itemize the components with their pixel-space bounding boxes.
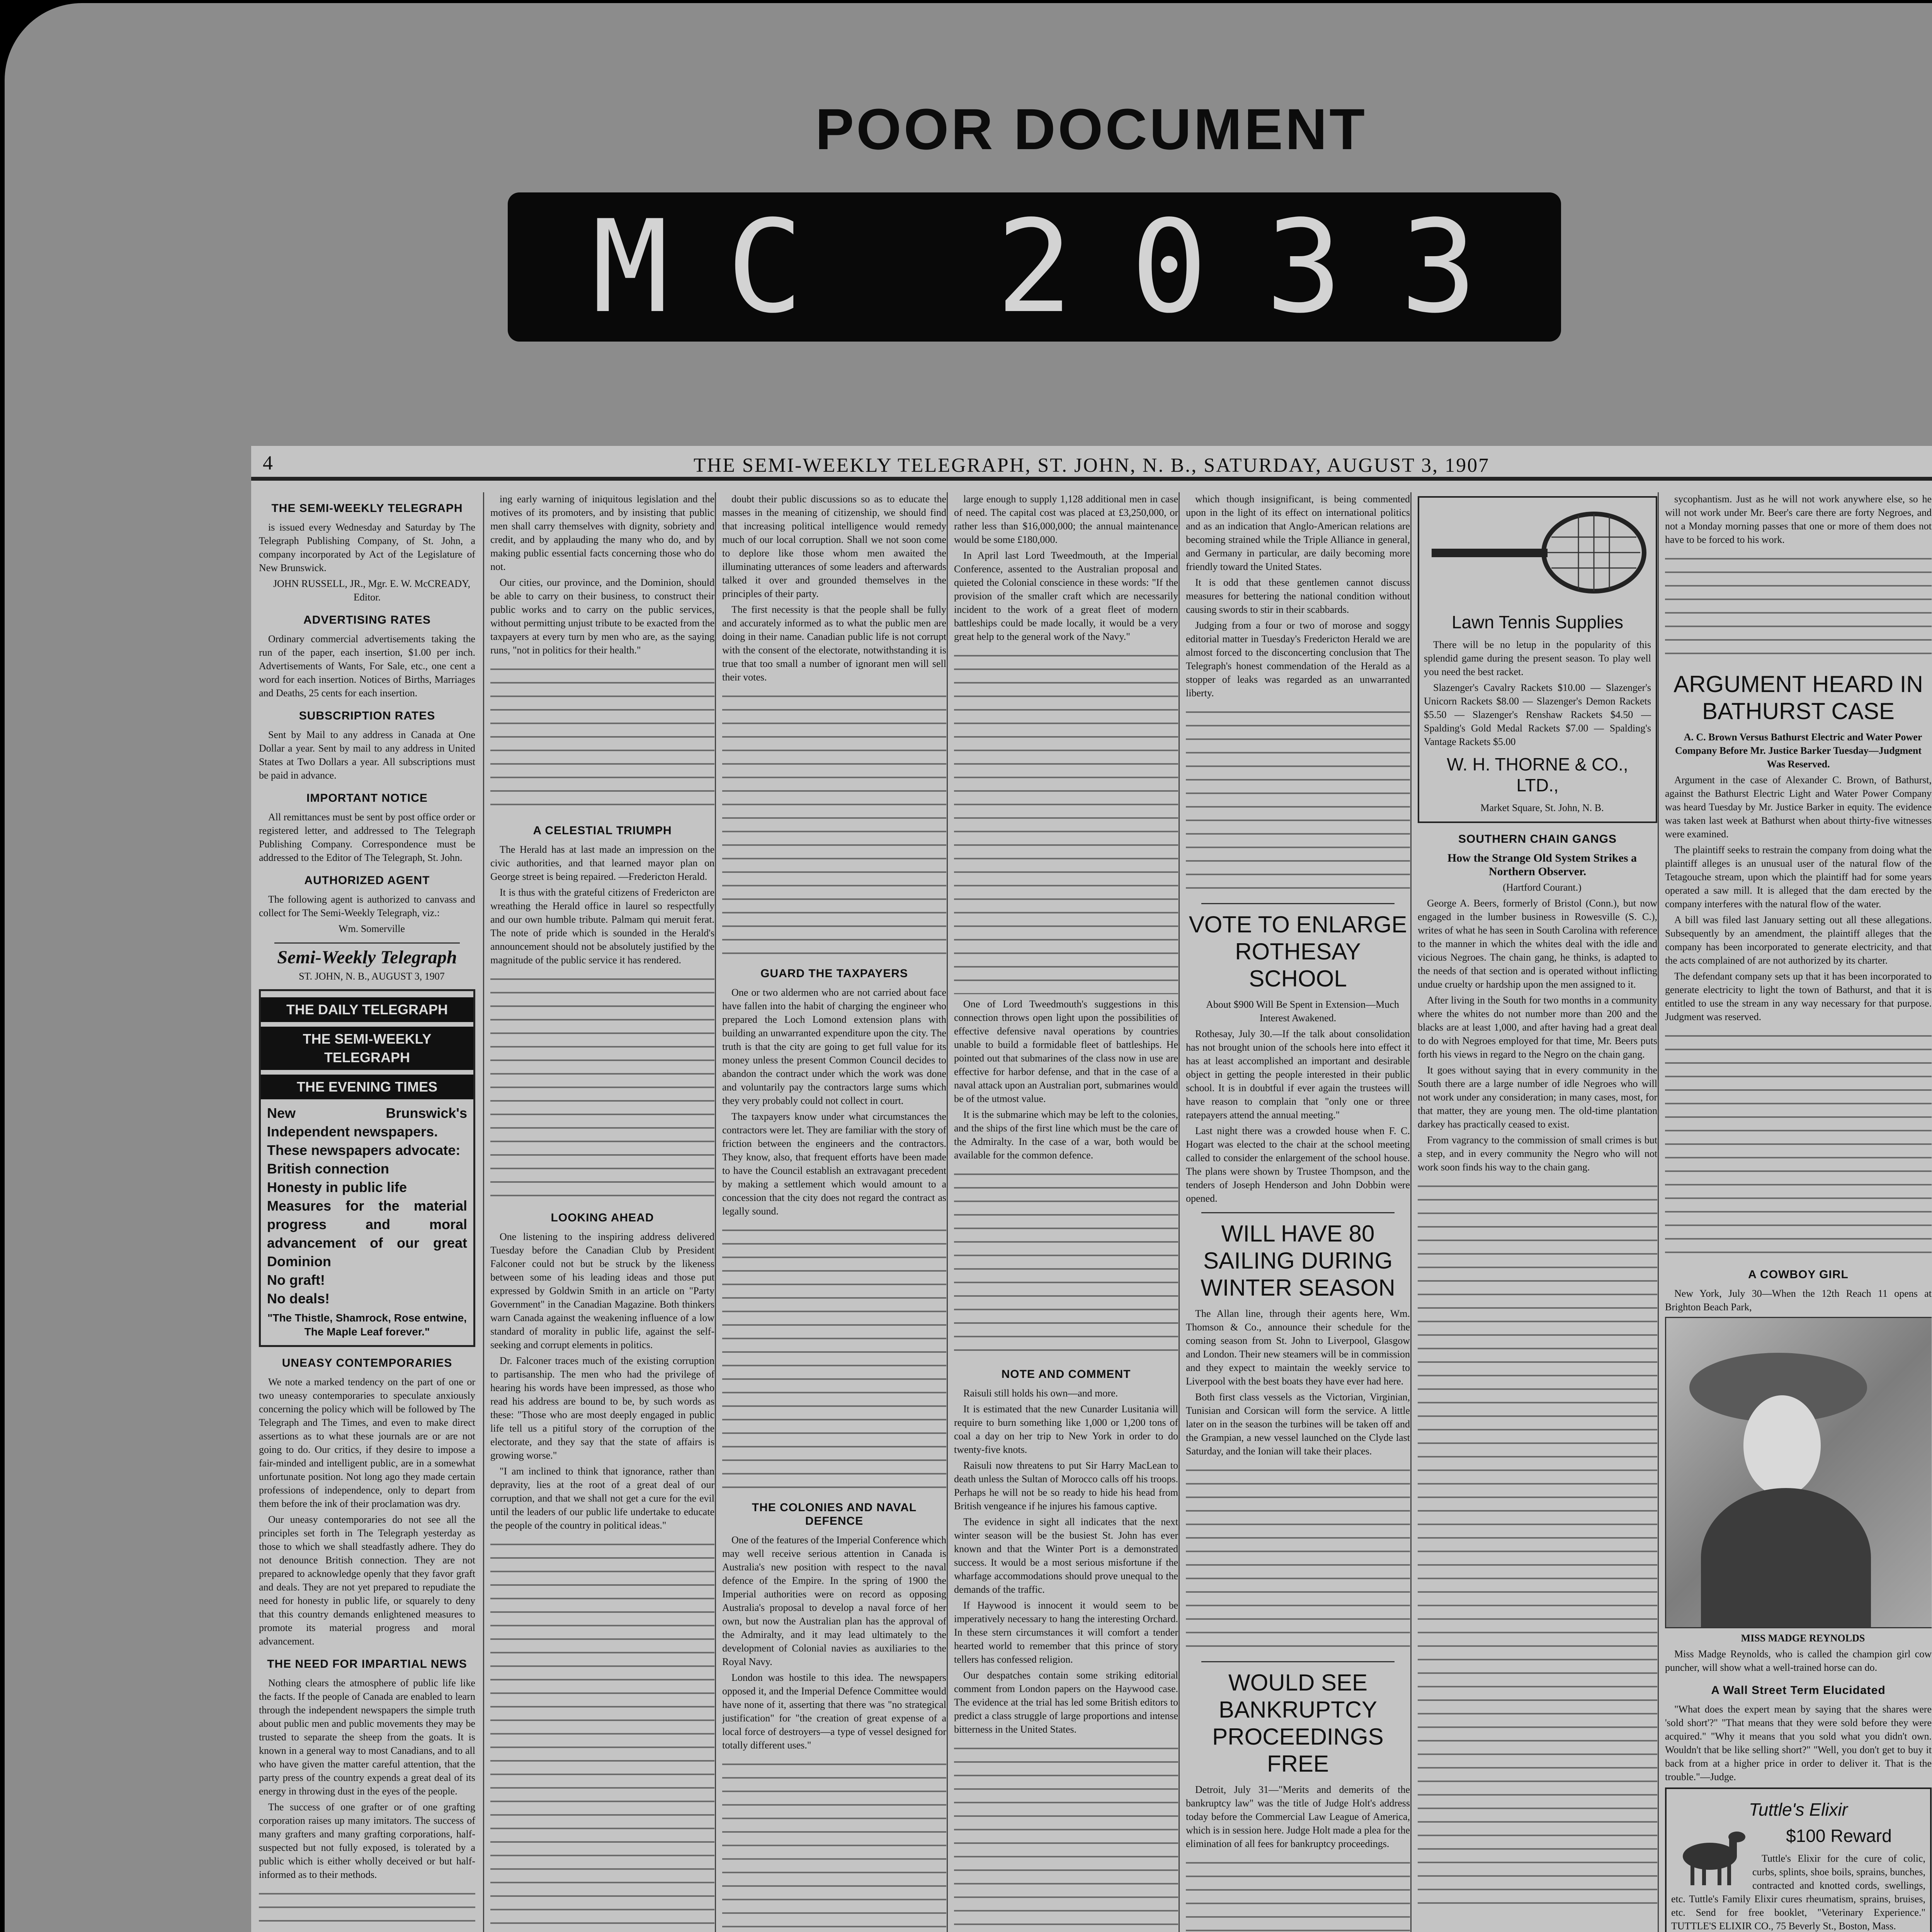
note-comment-heading: NOTE AND COMMENT xyxy=(1001,1368,1131,1381)
illegible-text-block xyxy=(259,1884,475,1932)
horse-icon xyxy=(1671,1825,1748,1887)
colonies-heading: THE COLONIES AND NAVAL DEFENCE xyxy=(752,1501,917,1527)
bankruptcy-paragraph-1: Detroit, July 31—"Merits and demerits of the bankruptcy law" was the title of Judge Holt's address today before the Commercial Law League of America, which is in session here. Judge Holt made a plea for the elimination of all fees for bankruptcy proceedings. xyxy=(1186,1784,1410,1849)
sailing-paragraph-1: The Allan line, through their agents here, Wm. Thomson & Co., announce their schedule for the coming season from St. John to Liverpool, Glasgow and London. Their new steamers will be in commission and they expect to maintain the weekly service to Liverpool with the best boats they have ever had here. xyxy=(1186,1308,1410,1387)
looking-paragraph-3: "I am inclined to think that ignorance, rather than depravity, lies at the root of a great deal of our corruption, and that we shall not get a cure for the evil until the leaders of our public life undertake to educate the people of the country in political ideas." xyxy=(490,1466,714,1531)
box-line-5: Measures for the material progress and moral advancement of our great Dominion xyxy=(267,1198,467,1269)
argument-paragraph-3: A bill was filed last January setting out all these allegations. Subsequently by an amendment, the plaintiff alleges that the company has been incorporated to generate electricity, and that the acts complained of are not authorized by its charter. xyxy=(1665,914,1932,966)
editors-line: JOHN RUSSELL, JR., Mgr. E. W. McCREADY, Editor. xyxy=(273,578,471,603)
chain-gangs-heading: SOUTHERN CHAIN GANGS xyxy=(1458,833,1617,845)
tuttle-advertisement xyxy=(1665,1787,1932,1932)
page-number: 4 xyxy=(263,452,274,474)
note-paragraph-5: If Haywood is innocent it would seem to be imperatively necessary to hang the interesting Orchard. In these stern circumstances it will comfort a tender hearted world to remember that this prince of story tellers has confessed religion. xyxy=(954,1600,1178,1665)
tuttle-reward: $100 Reward xyxy=(1786,1826,1892,1846)
note-paragraph-6: Our despatches contain some striking editorial comment from London papers on the Haywood case. The evidence at the trial has led some British editors to predict a class struggle of large proportions and intense bitterness in the United States. xyxy=(954,1670,1178,1735)
tennis-body: There will be no letup in the popularity of this splendid game during the present season. To play well you need the best racket. xyxy=(1424,639,1651,677)
publication-body: is issued every Wednesday and Saturday by The Telegraph Publishing Company, of St. John, a company incorporated by Act of the Legislature of New Brunswick. xyxy=(259,522,475,573)
dateline: ST. JOHN, N. B., AUGUST 3, 1907 xyxy=(299,971,445,982)
rothesay-subhead: About $900 Will Be Spent in Extension—Much Interest Awakened. xyxy=(1206,999,1399,1024)
publication-title: THE SEMI-WEEKLY TELEGRAPH xyxy=(271,502,463,515)
advertising-heading: ADVERTISING RATES xyxy=(303,614,431,626)
masthead-title: THE SEMI-WEEKLY TELEGRAPH, ST. JOHN, N. B., SATURDAY, AUGUST 3, 1907 xyxy=(693,454,1490,476)
box-line-7: No deals! xyxy=(267,1291,330,1306)
reel-label-bar xyxy=(508,192,1561,342)
box-line-4: Honesty in public life xyxy=(267,1179,407,1195)
chain-gangs-subhead: How the Strange Old System Strikes a Northern Observer. xyxy=(1447,852,1637,878)
column-1 xyxy=(259,492,475,1932)
independent-newspapers-box xyxy=(259,989,475,1347)
need-heading: THE NEED FOR IMPARTIAL NEWS xyxy=(267,1658,467,1670)
poor-document-stamp: POOR DOCUMENT xyxy=(815,97,1367,162)
illegible-text-block xyxy=(722,687,946,957)
tuttle-headline: Tuttle's Elixir xyxy=(1749,1799,1848,1820)
argument-subhead: A. C. Brown Versus Bathurst Electric and Water Power Company Before Mr. Justice Barker Tuesday—Judgment Was Reserved. xyxy=(1675,731,1922,770)
uneasy-paragraph-2: Our uneasy contemporaries do not see all the principles set forth in The Telegraph yesterday as those to which we shall steadfastly adhere. They do not denounce British connection. They are not prepared to acknowledge openly that they favor graft and deals. They are not yet prepared to repudiate the need for honesty in public life, or squarely to deny that this country demands enlightened measures to promote its material progress and moral advancement. xyxy=(259,1514,475,1647)
rothesay-headline: VOTE TO ENLARGE ROTHESAY SCHOOL xyxy=(1189,912,1407,992)
agent-body: The following agent is authorized to canvass and collect for The Semi-Weekly Telegraph, viz.: xyxy=(259,894,475,918)
illegible-text-block xyxy=(490,970,714,1202)
note-paragraph-4: The evidence in sight all indicates that the next winter season will be the busiest St. John has ever known and that the Winter Port is a demonstrated success. It would be a most serious misfortune if the wharfage accommodations should prove unequal to the demands of the traffic. xyxy=(954,1516,1178,1595)
tennis-advertisement xyxy=(1418,496,1657,823)
thorne-company: W. H. THORNE & CO., LTD., xyxy=(1447,754,1628,795)
col4-paragraph-3: One of Lord Tweedmouth's suggestions in this connection throws open light upon the possibilities of effective defensive naval operations by countries unable to build a formidable fleet of battleships. He pointed out that submarines of the class now in use are effective for harbor defense, and that in the case of a naval attack upon an Australian port, submarines would be of the utmost value. xyxy=(954,998,1178,1104)
illegible-text-block xyxy=(1665,549,1932,665)
column-6 xyxy=(1410,492,1657,1932)
microfilm-scan xyxy=(5,3,1932,1932)
argument-paragraph-4: The defendant company sets up that it has been incorporated to generate electricity to light the town of Bathurst, and that it is entitled to use the stream in any way necessary for that purpose. Judgment was reserved. xyxy=(1665,971,1932,1022)
column-4 xyxy=(947,492,1178,1932)
col3-paragraph-2: The first necessity is that the people shall be fully and accurately informed as to what the public men are doing in their name. Canadian public life is not corrupt with the consent of the electorate, notwithstanding it is true that too small a number of ignorant men will sell their votes. xyxy=(722,604,946,683)
column-2 xyxy=(483,492,714,1932)
portrait-illustration xyxy=(1665,1317,1932,1628)
column-5 xyxy=(1179,492,1410,1932)
need-paragraph-2: The success of one grafter or of one grafting corporation raises up many imitators. The success of many grafters and many grafting corporations, half-suspected but not fully exposed, is tolerated by a public which is either wholly deceived or but half-informed as to their methods. xyxy=(259,1801,475,1880)
argument-paragraph-1: Argument in the case of Alexander C. Brown, of Bathurst, against the Bathurst Electric Light and Water Power Company was heard Tuesday by Mr. Justice Barker in equity. The evidence was taken last week at Bathurst when about thirty-five witnesses were examined. xyxy=(1665,774,1932,840)
illegible-text-block xyxy=(1186,1461,1410,1654)
reel-label: MC 2033 xyxy=(592,193,1535,341)
col4-paragraph-4: It is the submarine which may be left to the colonies, and the ships of the first line which must be the care of the Admiralty. In the case of a war, both would be available for the common defence. xyxy=(954,1109,1178,1161)
sailing-paragraph-2: Both first class vessels as the Victorian, Virginian, Tunisian and Corsican will form the service. A little later on in the season the turbines will be taken off and the Grampian, a new vessel launched on the Clyde last Saturday, and the Ionian will take their places. xyxy=(1186,1391,1410,1457)
illegible-text-block xyxy=(490,660,714,815)
divider xyxy=(1201,903,1395,904)
note-paragraph-2: It is estimated that the new Cunarder Lusitania will require to burn something like 1,000 or 1,200 tons of coal a day on her trip to New York in order to do twenty-five knots. xyxy=(954,1403,1178,1455)
masthead xyxy=(251,446,1932,481)
notice-heading: IMPORTANT NOTICE xyxy=(306,792,428,804)
rothesay-paragraph-2: Last night there was a crowded house when F. C. Hogart was elected to the chair at the school meeting called to consider the enlargement of the school house. The plans were shown by Trustee Thompson, and the tenders of Joseph Henderson and John Dobbin were opened. xyxy=(1186,1125,1410,1204)
guard-heading: GUARD THE TAXPAYERS xyxy=(760,967,908,980)
agent-name: Wm. Somerville xyxy=(338,923,405,934)
paper-logo: Semi-Weekly Telegraph xyxy=(277,947,457,968)
uneasy-heading: UNEASY CONTEMPORARIES xyxy=(282,1357,452,1369)
illegible-text-block xyxy=(490,1535,714,1932)
illegible-text-block xyxy=(1186,1854,1410,1932)
col4-paragraph-2: In April last Lord Tweedmouth, at the Imperial Conference, assented to the Australian proposal and quieted the Colonial conscience in these words: "If the provision of the smaller craft which are necessarily incident to the work of a great fleet of modern battleships could be made locally, it would be a very great help to the general work of the Navy." xyxy=(954,550,1178,642)
thorne-address: Market Square, St. John, N. B. xyxy=(1480,802,1604,813)
note-paragraph-3: Raisuli now threatens to put Sir Harry MacLean to death unless the Sultan of Morocco calls off his troops. Perhaps he will not be so ready to hide his head from British vengeance if he injures his famous captive. xyxy=(954,1460,1178,1512)
agent-heading: AUTHORIZED AGENT xyxy=(304,874,430,887)
sailing-headline: WILL HAVE 80 SAILING DURING WINTER SEASON xyxy=(1201,1221,1395,1301)
argument-headline: ARGUMENT HEARD IN BATHURST CASE xyxy=(1673,671,1923,724)
guard-paragraph-1: One or two aldermen who are not carried about face have fallen into the habit of charging the engineer who prepared the Loch Lomond extension plans with building an unwarranted expenditure upon the city. The truth is that the city are going to get full value for its money unless the present Common Council decides to abandon the contract under which the work was done and voluntarily pay the contractors large sums which they very probably could not collect in court. xyxy=(722,987,946,1106)
box-title-times: THE EVENING TIMES xyxy=(261,1075,473,1099)
uneasy-paragraph-1: We note a marked tendency on the part of one or two uneasy contemporaries to speculate anxiously concerning the policy which will be followed by The Telegraph and The Times, and even to make direct assertions as to what these journals are or are not going to do. Our critics, if they desire to impose a fair-minded and intelligent public, are in a somewhat unfortunate position. Not long ago they made certain professions of independence, only to depart from them before the ink of their proclamation was dry. xyxy=(259,1376,475,1509)
portrait-shoulders xyxy=(1701,1488,1871,1627)
col5-paragraph-2: It is odd that these gentlemen cannot discuss measures for bettering the national condition without causing swords to stir in their scabbards. xyxy=(1186,577,1410,615)
subscription-body: Sent by Mail to any address in Canada at One Dollar a year. Sent by mail to any address in United States at Two Dollars a year. All subscriptions must be paid in advance. xyxy=(259,729,475,781)
wall-street-heading: A Wall Street Term Elucidated xyxy=(1711,1684,1886,1697)
illegible-text-block xyxy=(954,646,1178,994)
col4-paragraph-1: large enough to supply 1,128 additional men in case of need. The capital cost was placed at £3,250,000, or rather less than $16,000,000; the annual maintenance would be some £180,000. xyxy=(954,493,1178,545)
box-title-semiweekly: THE SEMI-WEEKLY TELEGRAPH xyxy=(261,1027,473,1070)
graft-paragraph-1: ing early warning of iniquitous legislation and the motives of its promoters, and by insisting that public men shall carry themselves with dignity, sobriety and credit, and by applauding the many who do, and by making public essential facts concerning those who do not. xyxy=(490,493,714,572)
illegible-text-block xyxy=(722,1221,946,1492)
divider xyxy=(274,942,460,944)
newspaper-page xyxy=(251,446,1932,1932)
illegible-text-block xyxy=(954,1165,1178,1358)
tennis-racket-icon xyxy=(1424,502,1648,603)
tennis-items: Slazenger's Cavalry Rackets $10.00 — Slazenger's Unicorn Rackets $8.00 — Slazenger's Demon Rackets $5.50 — Slazenger's Renshaw Rackets $4.50 — Spalding's Gold Medal Rackets $7.00 — Spalding's Vantage Rackets $5.00 xyxy=(1424,682,1651,747)
column-7 xyxy=(1658,492,1932,1932)
looking-paragraph-2: Dr. Falconer traces much of the existing corruption to partisanship. The men who had the privilege of hearing his words have been impressed, as those who read his address are bound to be, by such words as these: "Those who are most deeply engaged in public life tell us a pitiful story of the corruption of the electorate, and they say that the state of affairs is growing worse." xyxy=(490,1355,714,1461)
illegible-text-block xyxy=(1665,1027,1932,1259)
celestial-paragraph-2: It is thus with the grateful citizens of Fredericton are wreathing the Herald office in laurel so respectfully and our own humble tribute. Palmam qui meruit ferat. The note of pride which is sounded in the Herald's announcement should not be absolutely justified by the magnitude of the public service it has rendered. xyxy=(490,887,714,966)
cowboy-paragraph-2: Miss Madge Reynolds, who is called the champion girl cow puncher, will show what a well-trained horse can do. xyxy=(1665,1648,1932,1673)
chain-paragraph-4: From vagrancy to the commission of small crimes is but a step, and in every community the Negro who will not work soon finds his way to the chain gang. xyxy=(1418,1134,1657,1173)
looking-paragraph-1: One listening to the inspiring address delivered Tuesday before the Canadian Club by President Falconer could not but be struck by the likeness between some of his leading ideas and those put expressed by Goldwin Smith in an article on "Party Government" in the Canadian Magazine. Both thinkers warn Canada against the weakening influence of a low standard of morality in public life, against the self-seeking and corrupt elements in politics. xyxy=(490,1231,714,1350)
subscription-heading: SUBSCRIPTION RATES xyxy=(299,709,435,722)
chain-paragraph-1: George A. Beers, formerly of Bristol (Conn.), but now engaged in the lumber business in Rowesville (S. C.), writes of what he has seen in South Carolina with reference to the manner in which the whites deal with the idle and vicious Negroes. The chain gang, he thinks, is adapted to the needs of that section and is operated without inflicting undue cruelty or hardship upon the men assigned to it. xyxy=(1418,898,1657,990)
tennis-headline: Lawn Tennis Supplies xyxy=(1451,612,1624,632)
wall-street-paragraph: "What does the expert mean by saying that the shares were 'sold short'?" "That means that they were sold before they were acquired." "Why it means that you sold what you didn't own. Wouldn't that be like selling short?" "Well, you don't get to buy it back from at a higher price in order to deliver it. That is the trouble."—Judge. xyxy=(1665,1704,1932,1782)
box-line-8: "The Thistle, Shamrock, Rose entwine, The Maple Leaf forever." xyxy=(267,1312,467,1338)
box-line-2: These newspapers advocate: xyxy=(267,1142,461,1158)
looking-ahead-heading: LOOKING AHEAD xyxy=(551,1211,654,1224)
graft-paragraph-2: Our cities, our province, and the Dominion, should be able to carry on their business, to construct their public works and to carry on the public services, without permitting unjust tribute to be exacted from the taxpayers at every turn by men who are, as the saying runs, "not in politics for their health." xyxy=(490,577,714,656)
cowboy-paragraph-1: New York, July 30—When the 12th Reach 11 opens at Brighton Beach Park, xyxy=(1665,1288,1932,1313)
guard-paragraph-2: The taxpayers know under what circumstances the contractors were let. They are familiar with the story of friction between the engineers and the contractors. They know, also, that frequent efforts have been made to have the Council establish an extravagant precedent by making a settlement which would amount to a concession that the city does not regard the contract as legally sound. xyxy=(722,1111,946,1217)
argument-paragraph-2: The plaintiff seeks to restrain the company from doing what the plaintiff alleges is an unusual user of the natural flow of the Tetagouche stream, upon which the plaintiff had for some years operated a saw mill. It is alleged that the dam erected by the company interferes with the natural flow of the water. xyxy=(1665,844,1932,910)
advertising-body: Ordinary commercial advertisements taking the run of the paper, each insertion, $1.00 per inch. Advertisements of Wants, For Sale, etc., one cent a word for each insertion. Notices of Births, Marriages and Deaths, 25 cents for each insertion. xyxy=(259,633,475,699)
col7-paragraph-1: sycophantism. Just as he will not work anywhere else, so he will not work under Mr. Beer's care there are forty Negroes, and not a Monday morning passes that one or more of them does not have to be forced to his work. xyxy=(1665,493,1932,545)
tuttle-body: Tuttle's Elixir for the cure of colic, curbs, splints, shoe boils, sprains, bunches, contracted and knotted cords, swellings, etc. Tuttle's Family Elixir cures rheumatism, sprains, bruises, etc. Send for free booklet, "Veterinary Experience." TUTTLE'S ELIXIR CO., 75 Beverly St., Boston, Mass. xyxy=(1671,1853,1925,1932)
box-line-1: New Brunswick's Independent newspapers. xyxy=(267,1105,467,1139)
portrait-head xyxy=(1743,1395,1821,1496)
illegible-text-block xyxy=(1418,1177,1657,1911)
portrait-caption: MISS MADGE REYNOLDS xyxy=(1741,1633,1865,1644)
celestial-paragraph-1: The Herald has at last made an impression on the civic authorities, and that learned mayor plan on George street is being repaired. —Fredericton Herald. xyxy=(490,844,714,882)
col5-paragraph-3: Judging from a four or two of morose and soggy editorial matter in Tuesday's Fredericton Herald we are almost forced to the disconcerting conclusion that The Telegraph's honest commendation of the Herald as a stopper of leaks was regarded as an unwarranted liberty. xyxy=(1186,620,1410,699)
colonies-paragraph-2: London was hostile to this idea. The newspapers opposed it, and the Imperial Defence Committee would have none of it, asserting that there was "no strategical justification" for "the creation of great expense of a local force of destroyers—a type of vessel designed for totally different uses." xyxy=(722,1672,946,1751)
col5-paragraph-1: which though insignificant, is being commented upon in the light of its effect on international politics and as an indication that Anglo-American relations are becoming strained while the Triple Alliance in general, and Germany in particular, are daily becoming more friendly toward the United States. xyxy=(1186,493,1410,572)
notice-body: All remittances must be sent by post office order or registered letter, and addressed to The Telegraph Publishing Company. Correspondence must be addressed to the Editor of The Telegraph, St. John. xyxy=(259,811,475,863)
column-3 xyxy=(715,492,946,1932)
colonies-paragraph-1: One of the features of the Imperial Conference which may well receive serious attention in Canada is Australia's new position with respect to the naval defence of the Empire. In the spring of 1900 the Imperial authorities were on record as opposing Australia's proposal to develop a naval force of her own, but now the Australian plan has the approval of the Admiralty, and it may lead ultimately to the development of Colonial navies as auxiliaries to the Royal Navy. xyxy=(722,1534,946,1667)
celestial-heading: A CELESTIAL TRIUMPH xyxy=(533,824,672,837)
illegible-text-block xyxy=(722,1755,946,1932)
chain-paragraph-3: It goes without saying that in every community in the South there are a large number of idle Negroes who will not work under any consideration; in many cases, most, for that matter, they are young men. The old-time plantation darkey has practically ceased to exist. xyxy=(1418,1065,1657,1130)
chain-paragraph-2: After living in the South for two months in a community where the whites do not number more than 200 and the blacks are at least 1,000, and after having had a great deal to do with Negroes employed for that time, Mr. Beers puts forth his views in regard to the Negro on the chain gang. xyxy=(1418,995,1657,1060)
box-line-6: No graft! xyxy=(267,1272,325,1288)
divider xyxy=(1201,1661,1395,1662)
note-paragraph-1: Raisuli still holds his own—and more. xyxy=(963,1388,1118,1399)
illegible-text-block xyxy=(1186,703,1410,896)
box-line-3: British connection xyxy=(267,1161,389,1177)
box-title-daily: THE DAILY TELEGRAPH xyxy=(261,997,473,1022)
rothesay-paragraph-1: Rothesay, July 30.—If the talk about consolidation has not brought union of the schools here into effect it has at least accomplished an important and desirable object in getting the people interested in their public school. It is in doubtful if ever again the trustees will have reason to complain that "only one or three ratepayers attend the annual meeting." xyxy=(1186,1028,1410,1121)
divider xyxy=(1201,1212,1395,1213)
need-paragraph-1: Nothing clears the atmosphere of public life like the facts. If the people of Canada are enabled to learn through the independent newspapers the simple truth about public men and public movements they may be trusted to separate the sheep from the goats. It is known in a general way to most Canadians, and to all who have given the matter careful attention, that the party press of the country expends a great deal of its energy in throwing dust in the eyes of the people. xyxy=(259,1677,475,1797)
cowboy-girl-heading: A COWBOY GIRL xyxy=(1748,1268,1849,1281)
col3-paragraph-1: doubt their public discussions so as to educate the masses in the meaning of citizenship, we should find that increasing political intelligence would remedy much of our local corruption. Shall we not soon come to deplore like those whom men awaited the illuminating utterances of some leaders and afterwards talked it over and grounded themselves in the principles of their party. xyxy=(722,493,946,599)
chain-gangs-source: (Hartford Courant.) xyxy=(1503,882,1582,893)
illegible-text-block xyxy=(954,1739,1178,1932)
bankruptcy-headline: WOULD SEE BANKRUPTCY PROCEEDINGS FREE xyxy=(1212,1670,1384,1777)
